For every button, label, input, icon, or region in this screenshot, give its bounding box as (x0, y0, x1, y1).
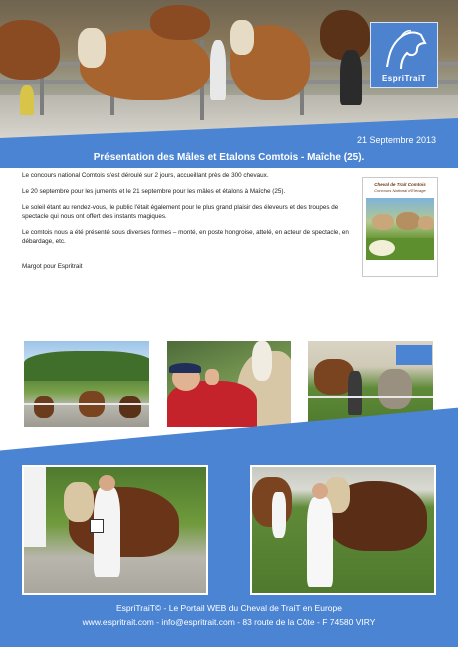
poster-subtitle: Concours National d'Elevage (374, 188, 426, 193)
article-body (22, 171, 352, 253)
event-poster (362, 177, 438, 277)
logo-text: EspriTraiT (381, 74, 427, 83)
article-paragraph: Le 20 septembre pour les juments et le 21 septembre pour les mâles et étalons à Maîche (25). (22, 188, 286, 195)
photo-presenter-with-horse (165, 339, 293, 429)
poster-badge (369, 240, 395, 256)
photo-handler-walking-horse (250, 465, 436, 595)
poster-image (366, 198, 434, 238)
photo-horse-show-ring (22, 339, 151, 429)
espritrait-logo (370, 22, 438, 88)
footer-contact: www.espritrait.com - info@espritrait.com - 83 route de la Côte - F 74580 VIRY (82, 617, 376, 627)
horse-head-icon (377, 27, 431, 71)
article-paragraph: Le soleil étant au rendez-vous, le public l'était également pour le plus grand plaisir des éleveurs et des troupes de spectacle qui nous ont offert des instants magiques. (22, 204, 339, 220)
article-title: Présentation des Mâles et Etalons Comtois - Maîche (25). (93, 152, 365, 163)
footer-tagline: EspriTraiT© - Le Portail WEB du Cheval de TraiT en Europe (116, 603, 342, 613)
poster-title: Cheval de Trait Comtois (374, 182, 426, 187)
poster-sponsor-logos (367, 268, 433, 273)
article-author: Margot pour Espritrait (22, 263, 83, 270)
article-paragraph: Le concours national Comtois s'est déroulé sur 2 jours, accueillant près de 300 chevaux. (22, 172, 269, 179)
article-date: 21 Septembre 2013 (356, 135, 436, 145)
photo-handler-running-horse (22, 465, 208, 595)
article-paragraph: Le comtois nous a été présenté sous diverses formes – monté, en poste hongroise, attelé, en acteur de spectacle, en débardage, etc. (22, 229, 349, 245)
